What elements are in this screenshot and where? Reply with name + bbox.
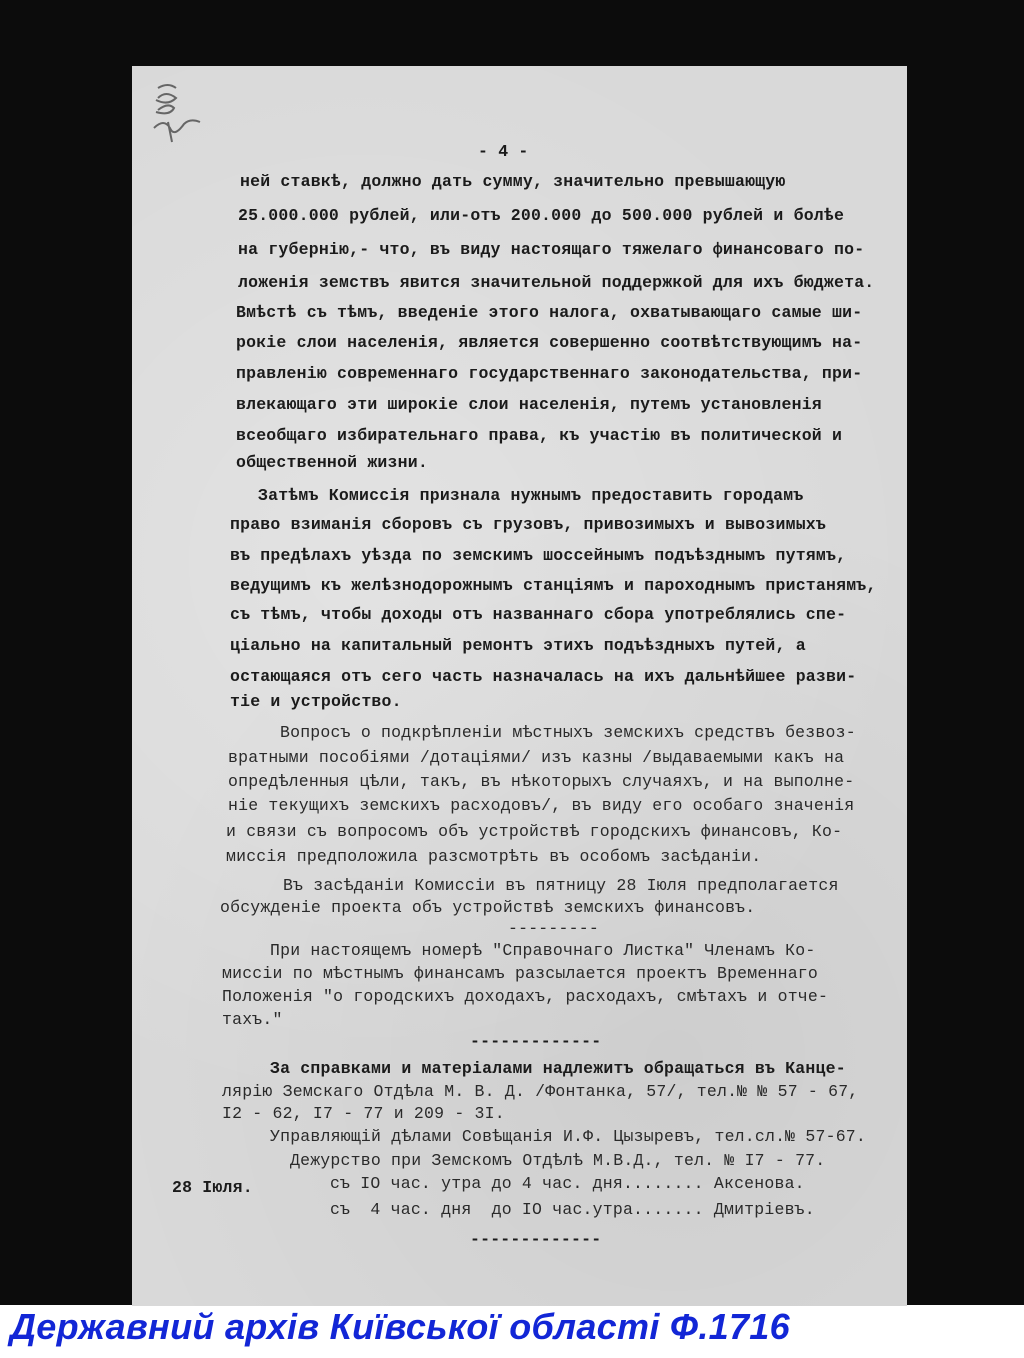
separator-dashes: ------------- [470,1032,602,1051]
text-line: обсужденiе проекта объ устройствѣ земскихъ финансовъ. [220,898,756,917]
text-line: ведущимъ къ желѣзнодорожнымъ станцiямъ и пароходнымъ пристанямъ, [230,576,877,595]
text-line: съ тѣмъ, чтобы доходы отъ названнаго сбора употреблялись спе- [230,605,847,624]
text-line: миссiи по мѣстнымъ финансамъ разсылается проектъ Временнаго [222,964,818,983]
text-line: опредѣленныя цѣли, такъ, въ нѣкоторыхъ случаяхъ, и на выполне- [228,772,855,791]
text-line: рокiе слои населенiя, является совершенно соотвѣтствующимъ на- [236,333,863,352]
text-line: вратными пособiями /дотацiями/ изъ казны /выдаваемыми какъ на [228,748,845,767]
text-line: Вмѣстѣ съ тѣмъ, введенiе этого налога, охватывающаго самые ши- [236,303,863,322]
text-line: и связи съ вопросомъ объ устройствѣ городскихъ финансовъ, Ко- [226,822,843,841]
text-line: Дежурство при Земскомъ Отдѣлѣ М.В.Д., тел. № I7 - 77. [290,1151,826,1170]
text-line: Затѣмъ Комиссiя признала нужнымъ предоставить городамъ [258,486,804,505]
text-line: правленiю современнаго государственнаго законодательства, при- [236,364,863,383]
text-line: всеобщаго избирательнаго права, къ участiю въ политической и [236,426,843,445]
text-line: миссiя предположила разсмотрѣть въ особомъ засѣданiи. [226,847,762,866]
handwritten-note [150,78,210,148]
text-line: I2 - 62, I7 - 77 и 209 - 3I. [222,1104,505,1123]
text-line: Управляющiй дѣлами Совѣщанiя И.Ф. Цызыревъ, тел.сл.№ 57-67. [270,1127,866,1146]
date-label: 28 Iюля. [172,1178,253,1197]
text-line: влекающаго эти широкiе слои населенiя, путемъ установленiя [236,395,822,414]
text-line: За справками и матерiалами надлежитъ обращаться въ Канце- [270,1059,846,1078]
text-line: въ предѣлахъ уѣзда по земскимъ шоссейнымъ подъѣзднымъ путямъ, [230,546,847,565]
text-line: Положенiя "о городскихъ доходахъ, расходахъ, смѣтахъ и отче- [222,987,829,1006]
text-line: Вопросъ о подкрѣпленiи мѣстныхъ земскихъ средствъ безвоз- [280,723,856,742]
duty-schedule-line: съ 4 час. дня до IO час.утра....... Дмитрiевъ. [330,1200,815,1219]
text-line: общественной жизни. [236,453,428,472]
text-line: остающаяся отъ сего часть назначалась на ихъ дальнѣйшее разви- [230,667,857,686]
text-line: тахъ." [222,1010,283,1029]
text-line: При настоящемъ номерѣ "Справочнаго Листка" Членамъ Ко- [270,941,816,960]
archive-caption: Державний архів Київської області Ф.1716 [10,1306,790,1347]
text-line: на губернiю,- что, въ виду настоящаго тяжелаго финансоваго по- [238,240,865,259]
text-line: тiе и устройство. [230,692,402,711]
separator-dashes: ------------- [470,1230,602,1249]
text-line: лярiю Земскаго Отдѣла М. В. Д. /Фонтанка, 57/, тел.№ № 57 - 67, [222,1082,859,1101]
text-line: 25.000.000 рублей, или-отъ 200.000 до 500.000 рублей и болѣе [238,206,845,225]
text-line: цiально на капитальный ремонтъ этихъ подъѣздныхъ путей, а [230,636,806,655]
separator-dashes: --------- [508,919,599,938]
text-line: право взиманiя сборовъ съ грузовъ, привозимыхъ и вывозимыхъ [230,515,826,534]
page-number: - 4 - [478,142,529,161]
duty-schedule-line: съ IO час. утра до 4 час. дня........ Аксенова. [330,1174,805,1193]
text-line: нiе текущихъ земскихъ расходовъ/, въ виду его особаго значенiя [228,796,855,815]
text-line: ней ставкѣ, должно дать сумму, значительно превышающую [240,172,786,191]
text-line: ложенiя земствъ явится значительной поддержкой для ихъ бюджета. [238,273,875,292]
text-line: Въ засѣданiи Комиссiи въ пятницу 28 Iюля предполагается [283,876,839,895]
